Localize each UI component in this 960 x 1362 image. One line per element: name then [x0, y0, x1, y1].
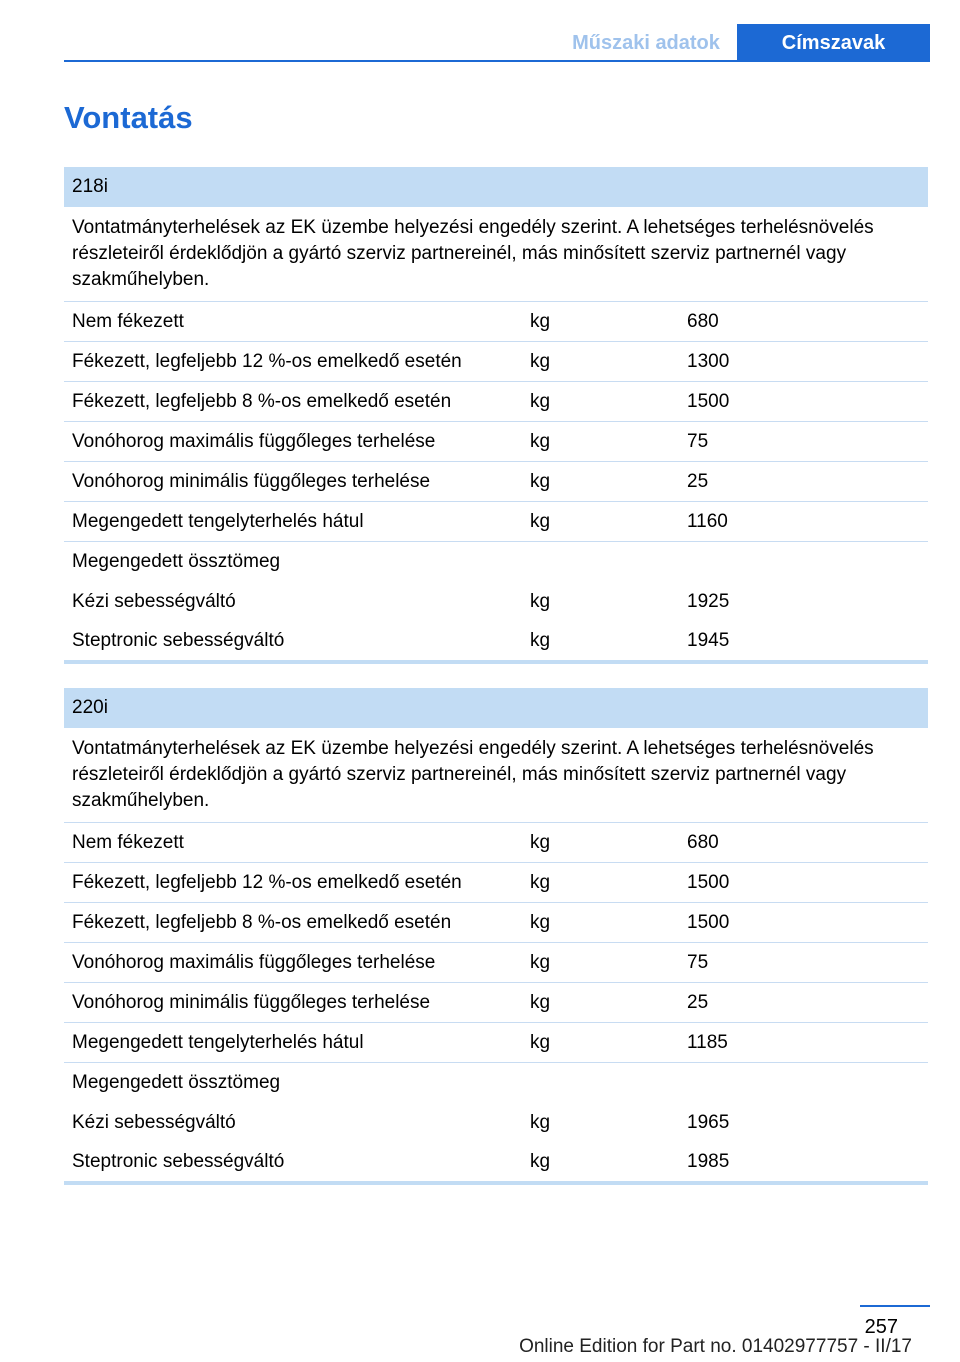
row-value: 1500 [679, 903, 928, 943]
table-row [64, 342, 928, 382]
page-title: Vontatás [64, 100, 193, 135]
table-row [64, 382, 928, 422]
row-value: 680 [679, 302, 928, 342]
row-value: 1985 [679, 1142, 928, 1183]
row-label: Vonóhorog maximális függőleges terhelése [64, 943, 522, 983]
row-label: Vonóhorog minimális függőleges terhelése [64, 462, 522, 502]
row-value: 1945 [679, 621, 928, 662]
page-number: 257 [864, 1316, 898, 1338]
table-row [64, 582, 928, 621]
table-row [64, 943, 928, 983]
table-row [64, 1103, 928, 1142]
group-label: Megengedett össztömeg [72, 1072, 281, 1093]
row-value: 1185 [679, 1023, 928, 1063]
row-unit: kg [530, 590, 551, 612]
model-caption: 220i [64, 688, 928, 728]
row-label: Nem fékezett [64, 823, 522, 863]
row-label: Vonóhorog minimális függőleges terhelése [64, 983, 522, 1023]
edition-note: Online Edition for Part no. 01402977757 - II/17 [519, 1336, 912, 1357]
table-row [64, 983, 928, 1023]
row-unit: kg [522, 983, 679, 1023]
table-row [64, 621, 928, 662]
towing-table-218i [64, 167, 928, 664]
row-unit: kg [522, 1142, 679, 1183]
table-row [64, 1142, 928, 1183]
row-unit: kg [522, 823, 679, 863]
row-unit: kg [522, 943, 679, 983]
towing-table-220i [64, 688, 928, 1185]
row-label: Kézi sebességváltó [72, 590, 236, 612]
row-label: Nem fékezett [64, 302, 522, 342]
row-value: 25 [679, 983, 928, 1023]
row-value: 75 [679, 422, 928, 462]
row-unit: kg [522, 903, 679, 943]
group-row [64, 1063, 928, 1104]
table-row [64, 462, 928, 502]
model-caption: 218i [64, 167, 928, 207]
row-unit: kg [522, 863, 679, 903]
row-unit: kg [522, 502, 679, 542]
row-value: 1965 [687, 1111, 730, 1133]
row-label: Megengedett tengelyterhelés hátul [64, 502, 522, 542]
row-unit: kg [530, 1111, 551, 1133]
table-row [64, 903, 928, 943]
row-label: Kézi sebességváltó [72, 1111, 236, 1133]
row-value: 75 [679, 943, 928, 983]
note-text: Vontatmányterhelések az EK üzembe helyezési engedély szerint. A lehetséges terhelésnövelés részleteiről érdeklődjön a gyártó szerviz partnereinél, más minősített szerviz partnernél vagy szakműhelyben. [64, 728, 928, 823]
row-label: Fékezett, legfeljebb 12 %-os emelkedő esetén [64, 342, 522, 382]
row-value: 1160 [679, 502, 928, 542]
row-unit: kg [522, 382, 679, 422]
row-label: Fékezett, legfeljebb 8 %-os emelkedő esetén [64, 903, 522, 943]
row-unit: kg [522, 422, 679, 462]
row-label: Steptronic sebességváltó [64, 621, 522, 662]
row-value: 1500 [679, 863, 928, 903]
table-row [64, 422, 928, 462]
group-row [64, 542, 928, 583]
row-value: 1300 [679, 342, 928, 382]
footer-divider [860, 1305, 930, 1307]
row-label: Fékezett, legfeljebb 12 %-os emelkedő esetén [64, 863, 522, 903]
table-row [64, 1023, 928, 1063]
row-label: Vonóhorog maximális függőleges terhelése [64, 422, 522, 462]
table-row [64, 863, 928, 903]
row-unit: kg [522, 1023, 679, 1063]
tab-technical-data[interactable]: Műszaki adatok [572, 31, 720, 54]
row-value: 680 [679, 823, 928, 863]
table-row [64, 823, 928, 863]
table-row [64, 302, 928, 342]
group-label: Megengedett össztömeg [72, 551, 281, 572]
note-text: Vontatmányterhelések az EK üzembe helyezési engedély szerint. A lehetséges terhelésnövelés részleteiről érdeklődjön a gyártó szerviz partnereinél, más minősített szerviz partnernél vagy szakműhelyben. [64, 207, 928, 302]
row-label: Fékezett, legfeljebb 8 %-os emelkedő esetén [64, 382, 522, 422]
row-unit: kg [522, 342, 679, 382]
row-label: Steptronic sebességváltó [64, 1142, 522, 1183]
row-value: 25 [679, 462, 928, 502]
tab-keywords[interactable]: Címszavak [737, 24, 930, 62]
row-unit: kg [522, 462, 679, 502]
table-row [64, 502, 928, 542]
row-unit: kg [522, 302, 679, 342]
row-label: Megengedett tengelyterhelés hátul [64, 1023, 522, 1063]
header-divider [64, 60, 930, 62]
row-value: 1925 [687, 590, 730, 612]
row-unit: kg [522, 621, 679, 662]
row-value: 1500 [679, 382, 928, 422]
